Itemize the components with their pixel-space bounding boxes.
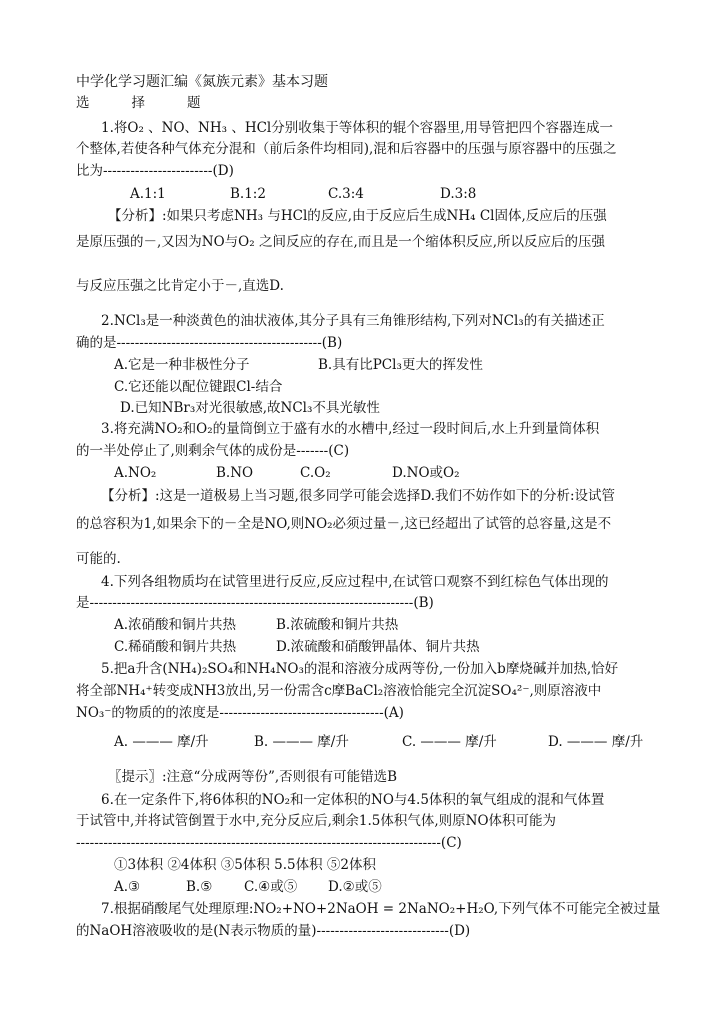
- q2-line-2: 确的是---------------------------------------------(B): [76, 335, 343, 351]
- q5-line-3: NO₃⁻的物质的的浓度是------------------------------------(A): [76, 705, 404, 721]
- option-b: B.1:2: [230, 186, 266, 202]
- option-d: D.3:8: [440, 186, 477, 202]
- q5-line-1: 5.把a升含(NH₄)₂SO₄和NH₄NO₃的混和溶液分成两等份,一份加入b摩烧碱并加热,恰好: [101, 661, 619, 677]
- option-b: B.⑤: [186, 879, 213, 895]
- q6-options: [114, 878, 382, 896]
- q7-line-1: 7.根据硝酸尾气处理原理:NO₂+NO+2NaOH = 2NaNO₂+H₂O,下列气体不可能完全被过量: [101, 901, 661, 917]
- q4-line-1: 4.下列各组物质均在试管里进行反应,反应过程中,在试管口观察不到红棕色气体出现的: [101, 574, 609, 590]
- option-b: B. ——— 摩/升: [254, 734, 349, 750]
- q3-analysis-1: 【分析】:这是一道极易上当习题,很多同学可能会选择D.我们不妨作如下的分析:设试管: [101, 488, 616, 504]
- q1-line-1: 1.将O₂ 、NO、NH₃ 、HCl分别收集于等体积的辊个容器里,用导管把四个容器连成一: [101, 120, 614, 136]
- option-c: C.O₂: [300, 465, 331, 481]
- q4-option-d: D.浓硫酸和硝酸钾晶体、铜片共热: [276, 639, 480, 655]
- q2-option-b: B.具有比PCl₃更大的挥发性: [318, 357, 483, 373]
- q4-line-2: 是-----------------------------------------------------------------------(B): [76, 595, 434, 611]
- q1-analysis-2: 是原压强的－,又因为NO与O₂ 之间反应的存在,而且是一个缩体积反应,所以反应后的压强: [76, 234, 606, 250]
- q6-choices: ①3体积 ②4体积 ③5体积 5.5体积 ⑤2体积: [114, 857, 376, 873]
- q1-analysis-3: 与反应压强之比肯定小于－,直选D.: [76, 278, 284, 294]
- option-d: D. ——— 摩/升: [548, 734, 644, 750]
- q2-option-a: A.它是一种非极性分子: [114, 357, 250, 373]
- option-c: C.3:4: [328, 186, 364, 202]
- q1-line-2: 个整体,若使各种气体充分混和（前后条件均相同),混和后容器中的压强与原容器中的压强之: [76, 141, 617, 157]
- option-c: C.④或⑤: [244, 879, 298, 895]
- q3-line-2: 的一半处停止了,则剩余气体的成份是-------(C): [76, 443, 350, 459]
- q5-line-2: 将全部NH₄⁺转变成NH3放出,另一份需含c摩BaCl₂溶液恰能完全沉淀SO₄²⁻,则原溶液中: [76, 683, 602, 699]
- option-b: B.NO: [216, 465, 254, 481]
- q4-option-b: B.浓硫酸和铜片共热: [276, 617, 399, 633]
- q4-option-c: C.稀硝酸和铜片共热: [114, 639, 237, 655]
- q6-line-3: --------------------------------------------------------------------------------(C): [76, 835, 462, 851]
- q6-line-2: 于试管中,并将试管倒置于水中,充分反应后,剩余1.5体积气体,则原NO体积可能为: [76, 813, 557, 829]
- q7-line-2: 的NaOH溶液吸收的是(N表示物质的量)-----------------------------(D): [76, 923, 471, 939]
- option-a: A. ——— 摩/升: [114, 734, 209, 750]
- section-heading: [76, 94, 243, 112]
- q3-analysis-2: 的总容积为1,如果余下的－全是NO,则NO₂必须过量－,这已经超出了试管的总容量,这是不: [76, 516, 612, 532]
- q5-options: [114, 733, 643, 751]
- q6-line-1: 6.在一定条件下,将6体积的NO₂和一定体积的NO与4.5体积的氧气组成的混和气体置: [101, 792, 605, 808]
- option-c: C. ——— 摩/升: [402, 734, 497, 750]
- q3-options: [114, 464, 460, 482]
- q2-line-1: 2.NCl₃是一种淡黄色的油状液体,其分子具有三角锥形结构,下列对NCl₃的有关描述正: [101, 313, 605, 329]
- option-d: D.②或⑤: [328, 879, 382, 895]
- section-char: 题: [187, 95, 201, 111]
- q3-line-1: 3.将充满NO₂和O₂的量筒倒立于盛有水的水槽中,经过一段时间后,水上升到量筒体积: [101, 421, 600, 437]
- q3-analysis-3: 可能的.: [76, 551, 121, 567]
- page-title: 中学化学习题汇编《氮族元素》基本习题: [76, 74, 328, 90]
- q1-options: [130, 185, 476, 203]
- q5-hint: 〖提示〗:注意“分成两等份”,否则很有可能错选B: [108, 769, 398, 785]
- q1-line-3: 比为------------------------(D): [76, 163, 234, 179]
- option-a: A.③: [114, 879, 141, 895]
- q4-option-a: A.浓硝酸和铜片共热: [114, 617, 237, 633]
- option-d: D.NO或O₂: [392, 465, 460, 481]
- q2-option-c: C.它还能以配位键跟Cl-结合: [114, 379, 283, 395]
- option-a: A.NO₂: [114, 465, 157, 481]
- section-char: 择: [131, 95, 145, 111]
- q1-analysis-1: 【分析】:如果只考虑NH₃ 与HCl的反应,由于反应后生成NH₄ Cl固体,反应后的压强: [108, 208, 607, 224]
- option-a: A.1:1: [130, 186, 166, 202]
- section-char: 选: [76, 95, 90, 111]
- q2-option-d: D.已知NBr₃对光很敏感,故NCl₃不具光敏性: [120, 400, 380, 416]
